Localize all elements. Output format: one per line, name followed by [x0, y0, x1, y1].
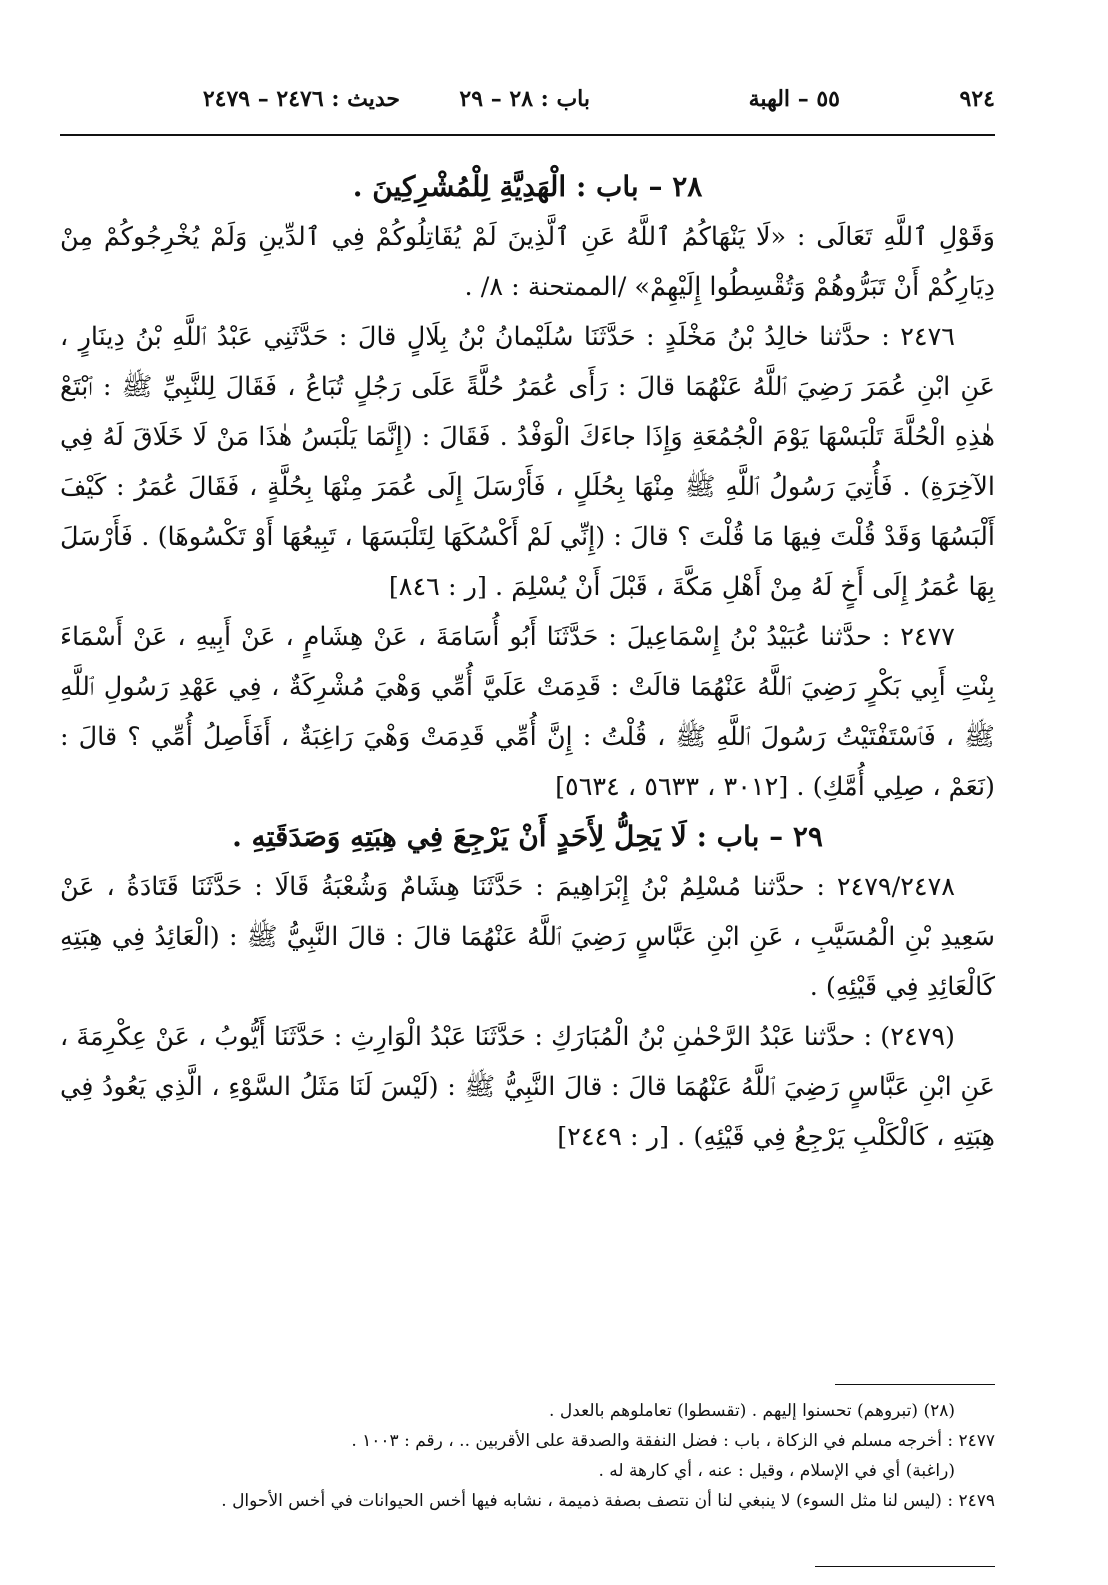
footnote-28: (٢٨) (تبروهم) تحسنوا إليهم . (تقسطوا) تعاملوهم بالعدل .	[549, 1401, 955, 1421]
footnote-2477: ٢٤٧٧ : أخرجه مسلم في الزكاة ، باب : فضل النفقة والصدقة على الأقربين .. ، رقم : ١٠٠٣ .	[351, 1431, 995, 1451]
footnote-area	[60, 0, 995, 1585]
bab-28-title: ٢٨ – باب : الْهَدِيَّةِ لِلْمُشْرِكِينَ .	[352, 170, 703, 203]
bab-29-title: ٢٩ – باب : لَا يَحِلُّ لِأَحَدٍ أَنْ يَرْجِعَ فِي هِبَتِهِ وَصَدَقَتِهِ .	[232, 820, 823, 853]
bab-28-verse: وَقَوْلِ ٱللَّهِ تَعَالَى : «لَا يَنْهَاكُمُ ٱللَّهُ عَنِ ٱلَّذِينَ لَمْ يُقَاتِلُوكُمْ فِي ٱلدِّينِ وَلَمْ يُخْرِجُوكُمْ مِنْ دِيَارِكُمْ أَنْ تَبَرُّوهُمْ وَتُقْسِطُوا إِلَيْهِمْ» /الممتحنة : ٨/ .	[60, 222, 995, 302]
hadith-2477: ٢٤٧٧ : حدَّثنا عُبَيْدُ بْنُ إِسْمَاعِيلَ : حَدَّثَنَا أَبُو أُسَامَةَ ، عَنْ هِشَامٍ ، عَنْ أَبِيهِ ، عَنْ أَسْمَاءَ بِنْتِ أَبِي بَكْرٍ رَضِيَ ٱللَّهُ عَنْهُمَا قالَتْ : قَدِمَتْ عَلَيَّ أُمِّي وَهْيَ مُشْرِكَةٌ ، فِي عَهْدِ رَسُولِ ٱللَّهِ ﷺ ، فَٱسْتَفْتَيْتُ رَسُولَ ٱللَّهِ ﷺ ، قُلْتُ : إِنَّ أُمِّي قَدِمَتْ وَهْيَ رَاغِبَةٌ ، أَفَأَصِلُ أُمِّي ؟ قالَ : (نَعَمْ ، صِلِي أُمَّكِ) . [٣٠١٢ ، ٥٦٣٣ ، ٥٦٣٤]	[60, 622, 995, 802]
hadith-2478: ٢٤٧٩/٢٤٧٨ : حدَّثنا مُسْلِمُ بْنُ إِبْرَاهِيمَ : حَدَّثَنَا هِشَامٌ وَشُعْبَةُ قَالَا : حَدَّثَنَا قَتَادَةُ ، عَنْ سَعِيدِ بْنِ الْمُسَيَّبِ ، عَنِ ابْنِ عَبَّاسٍ رَضِيَ ٱللَّهُ عَنْهُمَا قالَ : قالَ النَّبِيُّ ﷺ : (الْعَائِدُ فِي هِبَتِهِ كَالْعَائِدِ فِي قَيْئِهِ) .	[60, 872, 995, 1002]
footnote-divider	[815, 1566, 995, 1567]
page-number: ٩٢٤	[959, 86, 995, 112]
footnote-2477-raghiba: (راغبة) أي في الإسلام ، وقيل : عنه ، أي كارهة له .	[598, 1461, 955, 1481]
bab-range: باب : ٢٨ – ٢٩	[459, 86, 590, 112]
footnotes	[60, 1396, 995, 1516]
hadith-range: حديث : ٢٤٧٦ – ٢٤٧٩	[202, 86, 400, 112]
hadith-2479: (٢٤٧٩) : حدَّثنا عَبْدُ الرَّحْمٰنِ بْنُ الْمُبَارَكِ : حَدَّثَنَا عَبْدُ الْوَارِثِ : حَدَّثَنَا أَيُّوبُ ، عَنْ عِكْرِمَةَ ، عَنِ ابْنِ عَبَّاسٍ رَضِيَ ٱللَّهُ عَنْهُمَا قالَ : قالَ النَّبِيُّ ﷺ : (لَيْسَ لَنَا مَثَلُ السَّوْءِ ، الَّذِي يَعُودُ فِي هِبَتِهِ ، كَالْكَلْبِ يَرْجِعُ فِي قَيْئِهِ) . [ر : ٢٤٤٩]	[60, 1022, 995, 1152]
hadith-2476: ٢٤٧٦ : حدَّثنا خالِدُ بْنُ مَخْلَدٍ : حَدَّثَنَا سُلَيْمانُ بْنُ بِلَالٍ قالَ : حَدَّثَنِي عَبْدُ ٱللَّهِ بْنُ دِينَارٍ ، عَنِ ابْنِ عُمَرَ رَضِيَ ٱللَّهُ عَنْهُمَا قالَ : رَأَى عُمَرُ حُلَّةً عَلَى رَجُلٍ تُبَاعُ ، فَقَالَ لِلنَّبِيِّ ﷺ : ٱبْتَعْ هٰذِهِ الْحُلَّةَ تَلْبَسْهَا يَوْمَ الْجُمُعَةِ وَإِذَا جاءَكَ الْوَفْدُ . فَقَالَ : (إِنَّمَا يَلْبَسُ هٰذَا مَنْ لَا خَلَاقَ لَهُ فِي الآخِرَةِ) . فَأُتِيَ رَسُولُ ٱللَّهِ ﷺ مِنْهَا بِحُلَلٍ ، فَأَرْسَلَ إِلَى عُمَرَ مِنْهَا بِحُلَّةٍ ، فَقَالَ عُمَرُ : كَيْفَ أَلْبَسُهَا وَقَدْ قُلْتَ فِيهَا مَا قُلْتَ ؟ قالَ : (إِنِّي لَمْ أَكْسُكَهَا لِتَلْبَسَهَا ، تَبِيعُهَا أَوْ تَكْسُوهَا) . فَأَرْسَلَ بِهَا عُمَرُ إِلَى أَخٍ لَهُ مِنْ أَهْلِ مَكَّةَ ، قَبْلَ أَنْ يُسْلِمَ . [ر : ٨٤٦]	[60, 322, 995, 602]
chapter-title: ٥٥ – الهبة	[748, 86, 840, 112]
footnote-rule	[835, 1384, 995, 1385]
footnote-2479: ٢٤٧٩ : (ليس لنا مثل السوء) لا ينبغي لنا أن نتصف بصفة ذميمة ، نشابه فيها أخس الحيوانات في أخس الأحوال .	[221, 1491, 995, 1511]
